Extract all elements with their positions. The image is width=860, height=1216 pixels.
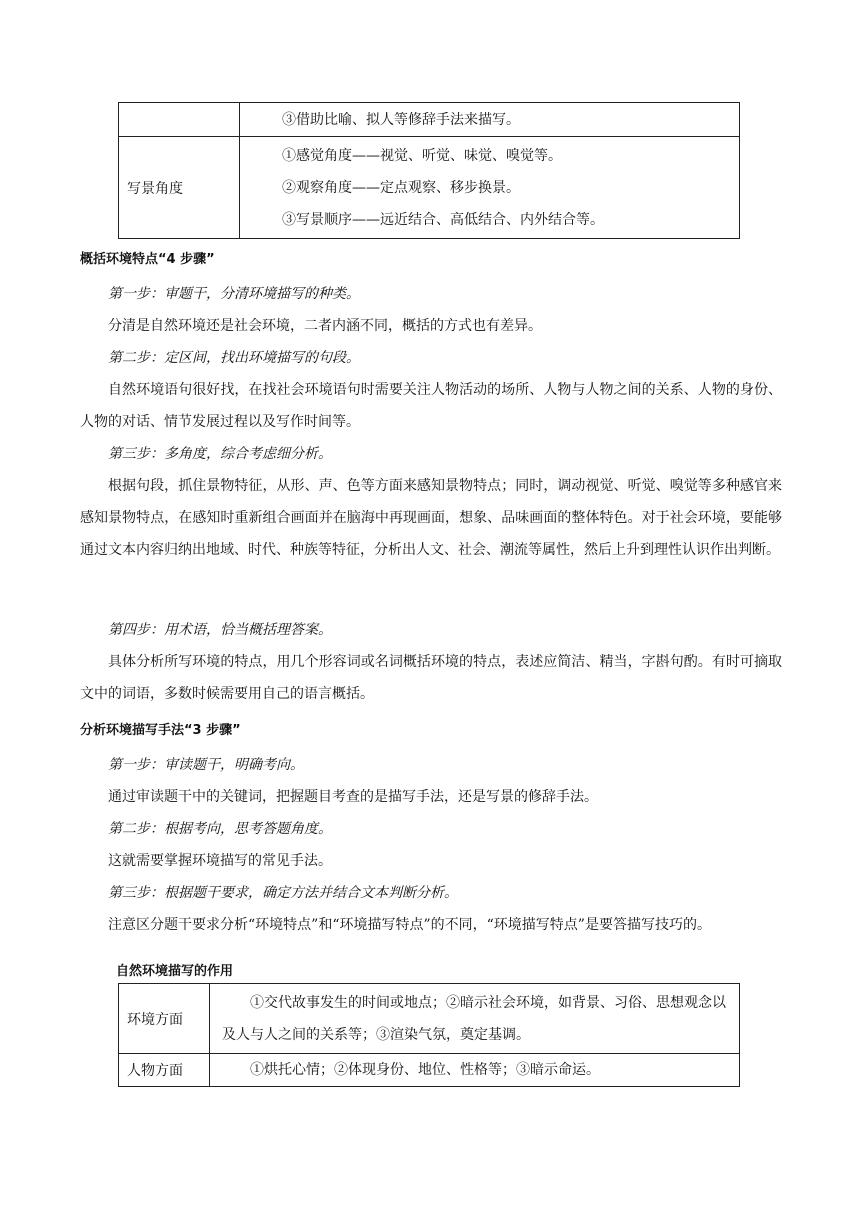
table-item: ③写景顺序——远近结合、高低结合、内外结合等。 [282,211,604,228]
table-cell-label: 人物方面 [119,1054,210,1087]
step-text: 具体分析所写环境的特点，用几个形容词或名词概括环境的特点，表述应简洁、精当，字斟句酌。有时可摘取文中的词语，多数时候需要用自己的语言概括。 [80,654,782,702]
step-text: 自然环境语句很好找，在找社会环境语句时需要关注人物活动的场所、人物与人物之间的关系、人物的身份、人物的对话、情节发展过程以及写作时间等。 [80,382,782,430]
table-row [119,103,740,137]
table-item: ③借助比喻、拟人等修辞手法来描写。 [282,111,520,128]
step-title: 第一步：审读题干，明确考向。 [108,757,304,773]
section-heading: 概括环境特点“4 步骤” [80,252,215,267]
table-item: ②观察角度——定点观察、移步换景。 [282,179,520,196]
step-text: 注意区分题干要求分析“环境特点”和“环境描写特点”的不同，“环境描写特点”是要答描写技巧的。 [108,917,711,933]
step-title: 第四步：用术语，恰当概括理答案。 [108,622,332,638]
effect-table [118,983,740,1087]
step-text: 根据句段，抓住景物特征，从形、声、色等方面来感知景物特点；同时，调动视觉、听觉、嗅觉等多种感官来感知景物特点，在感知时重新组合画面并在脑海中再现画面，想象、品味画面的整体特色。对于社会环境，要能够通过文本内容归纳出地域、时代、种族等特征，分析出人文、社会、潮流等属性，然后上升到理性认识作出判断。 [80,478,782,558]
table-cell-content: ①交代故事发生的时间或地点；②暗示社会环境，如背景、习俗、思想观念以及人与人之间的关系等；③渲染气氛，奠定基调。 [210,984,740,1054]
step-title: 第二步：根据考向，思考答题角度。 [108,821,332,837]
table-item: ①感觉角度——视觉、听觉、味觉、嗅觉等。 [282,147,562,164]
step-text: 这就需要掌握环境描写的常见手法。 [108,853,332,869]
table-cell-label: 环境方面 [119,984,210,1054]
section-heading: 分析环境描写手法“3 步骤” [80,723,241,738]
table-cell-label [119,103,240,137]
table-cell-content: ①烘托心情；②体现身份、地位、性格等；③暗示命运。 [210,1054,740,1087]
step-text: 通过审读题干中的关键词，把握题目考查的是描写手法，还是写景的修辞手法。 [108,789,598,805]
step-title: 第三步：多角度，综合考虑细分析。 [108,446,332,462]
table-row [119,137,740,239]
step-title: 第三步：根据题干要求，确定方法并结合文本判断分析。 [108,885,458,901]
table-row [119,1054,740,1087]
table-row [119,984,740,1054]
table-heading: 自然环境描写的作用 [116,964,234,979]
table-cell-label: 写景角度 [119,137,240,239]
table-cell-content [240,137,740,239]
step-text: 分清是自然环境还是社会环境，二者内涵不同，概括的方式也有差异。 [108,318,542,334]
description-table [118,102,740,239]
table-cell-content [240,103,740,137]
step-title: 第一步：审题干，分清环境描写的种类。 [108,286,360,302]
step-title: 第二步：定区间，找出环境描写的句段。 [108,350,360,366]
